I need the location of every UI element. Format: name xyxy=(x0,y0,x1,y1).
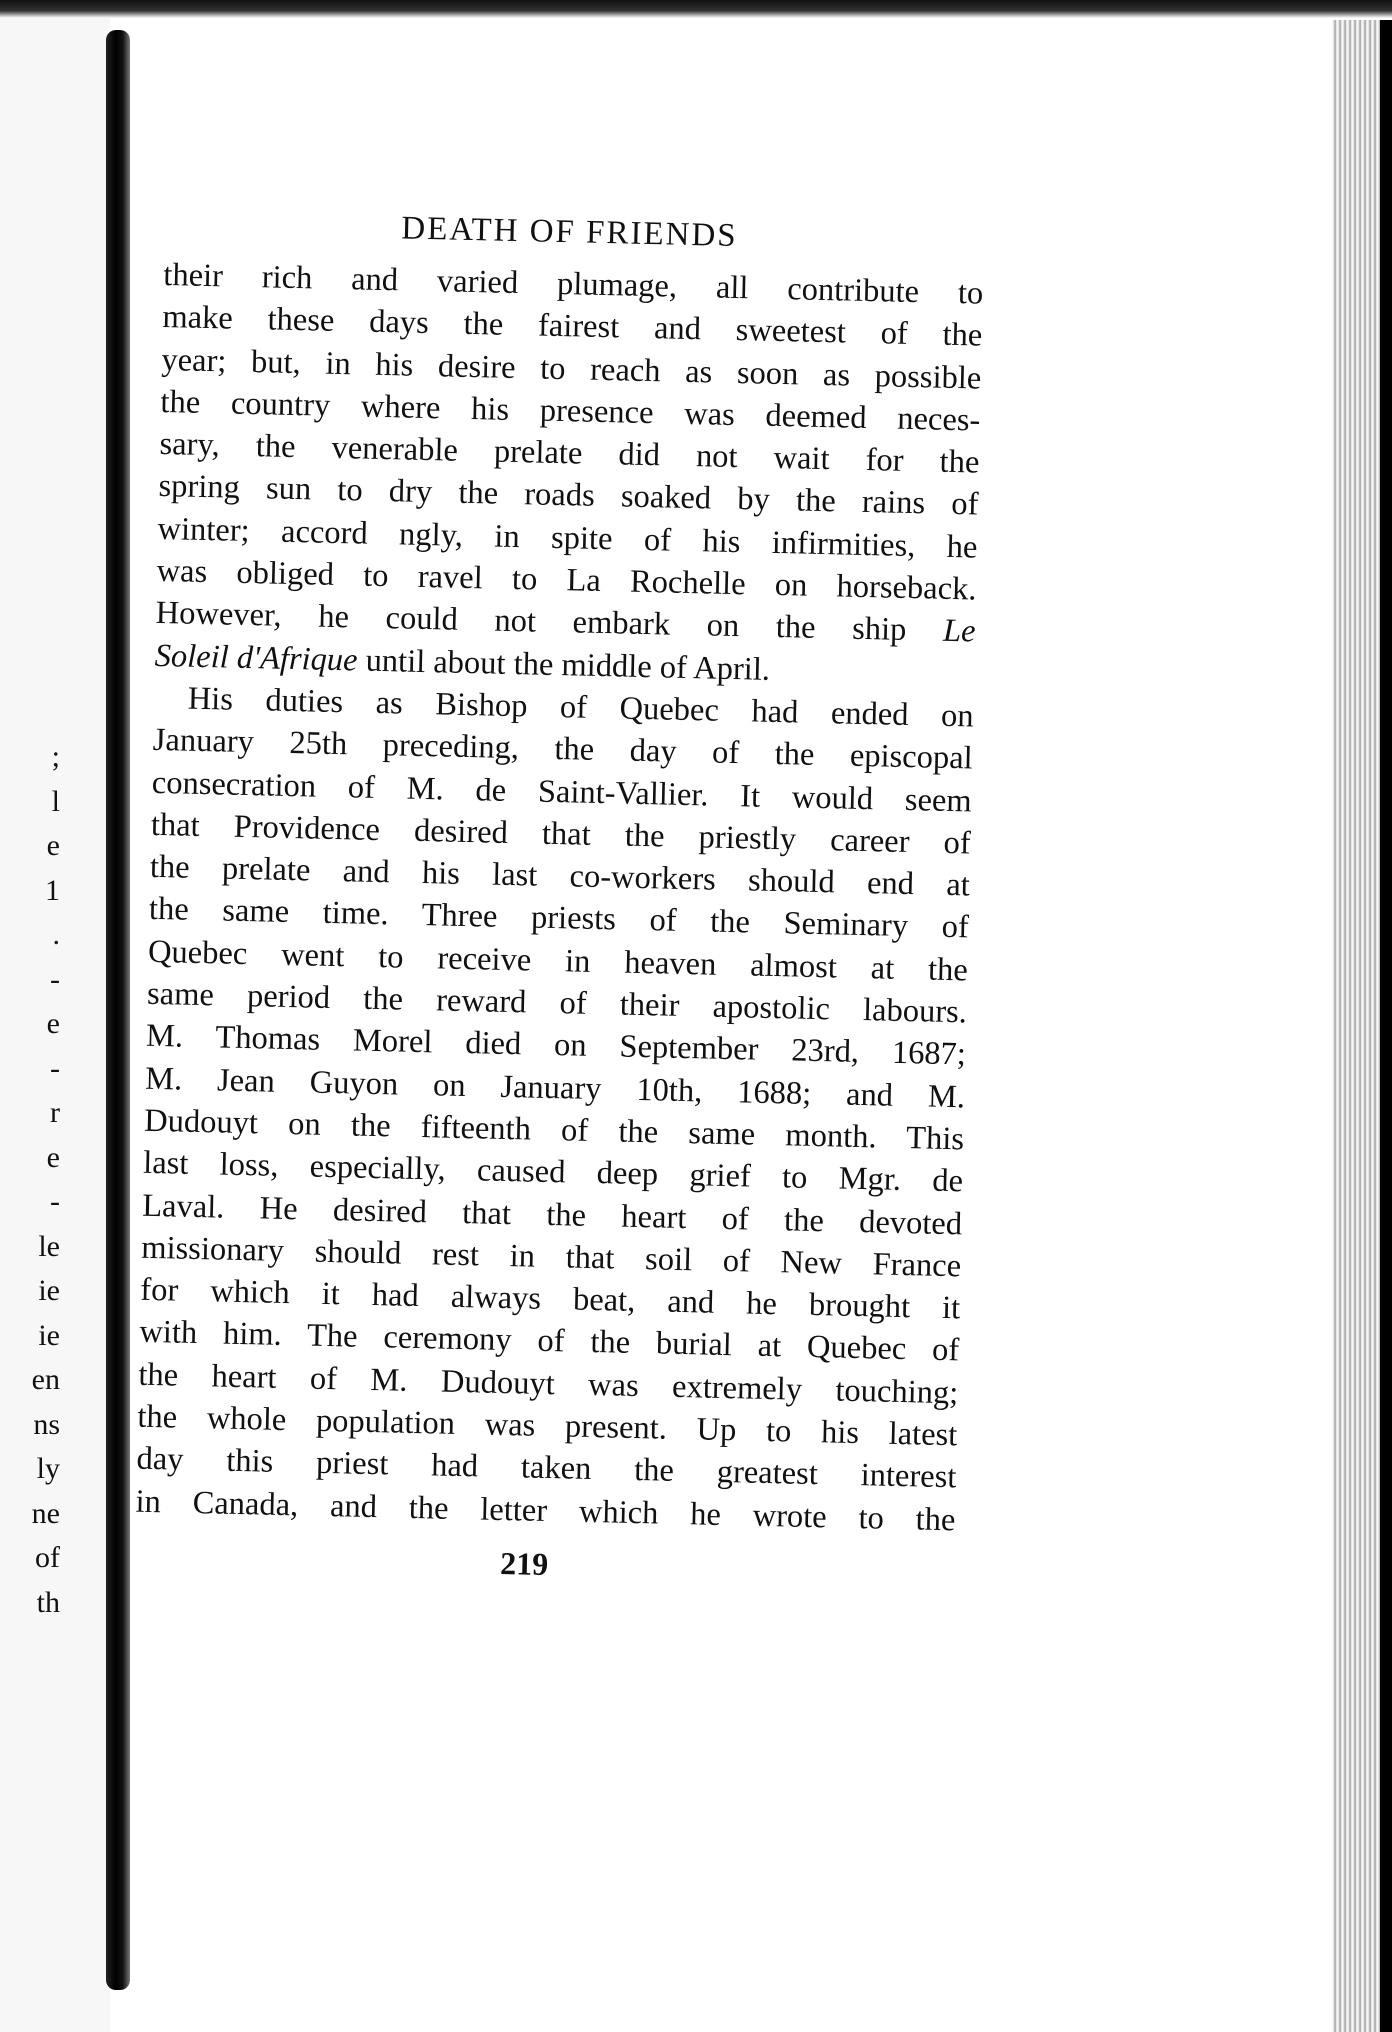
fragment: l xyxy=(51,784,60,818)
text-line: the country where his presence was deemed neces- xyxy=(160,383,981,439)
text-line: missionary should rest in that soil of New France xyxy=(140,1229,962,1285)
fragment: - xyxy=(50,1185,60,1218)
text-line: same period the reward of their apostolic labours. xyxy=(146,975,968,1031)
text-span: until about the middle of April. xyxy=(365,642,771,688)
fragment: ns xyxy=(33,1407,60,1441)
scan-top-shadow xyxy=(0,0,1392,18)
fragment: of xyxy=(35,1541,60,1574)
ship-name-italic: Soleil d'Afrique xyxy=(154,637,358,679)
text-line: was obliged to ravel to La Rochelle on horseback. xyxy=(156,552,977,608)
paragraph-1 xyxy=(154,254,1003,696)
fragment: e xyxy=(46,1140,60,1174)
fragment: ie xyxy=(38,1318,60,1352)
text-line: their rich and varied plumage, all contribute to xyxy=(163,256,984,312)
text-line: for which it had always beat, and he brought it xyxy=(139,1271,961,1327)
text-line: winter; accord ngly, in spite of his infirmities, he xyxy=(157,510,978,566)
facing-page-fragments xyxy=(0,735,100,1625)
text-line: sary, the venerable prelate did not wait for the xyxy=(159,426,980,481)
fragment: ly xyxy=(36,1452,60,1485)
fragment: ne xyxy=(31,1496,60,1530)
text-line: M. Jean Guyon on January 10th, 1688; and M. xyxy=(144,1060,966,1116)
text-line: the same time. Three priests of the Seminary of xyxy=(148,891,970,946)
fragment: - xyxy=(50,1051,60,1085)
text-line: make these days the fairest and sweetest of the xyxy=(162,299,983,354)
text-line: Quebec went to receive in heaven almost at the xyxy=(147,933,969,989)
page-stack-edge xyxy=(1332,20,1392,2032)
fragment: r xyxy=(50,1096,60,1129)
fragment: e xyxy=(46,829,60,862)
ship-name-italic: Le xyxy=(942,613,976,650)
text-line: day this priest had taken the greatest interest xyxy=(136,1440,957,1496)
text-line: with him. The ceremony of the burial at Quebec of xyxy=(139,1314,960,1369)
fragment: le xyxy=(38,1229,60,1263)
fragment: e xyxy=(46,1007,60,1040)
page-content xyxy=(134,205,1005,1593)
text-line: the heart of M. Dudouyt was extremely touching; xyxy=(138,1356,959,1412)
fragment: . xyxy=(52,918,60,951)
text-line: Dudouyt on the fifteenth of the same month. This xyxy=(143,1102,965,1158)
text-line: consecration of M. de Saint-Vallier. It would seem xyxy=(151,764,973,820)
fragment: ie xyxy=(38,1274,60,1307)
text-line: year; but, in his desire to reach as soon as possible xyxy=(161,341,982,397)
fragment: - xyxy=(50,962,60,996)
text-line: that Providence desired that the priestly career of xyxy=(150,806,972,862)
text-line: spring sun to dry the roads soaked by the rains of xyxy=(158,468,979,524)
fragment: th xyxy=(36,1585,60,1619)
text-span: However, he could not embark on the ship xyxy=(155,595,907,649)
text-line: January 25th preceding, the day of the episcopal xyxy=(152,722,974,777)
page-number: 219 xyxy=(499,1544,549,1582)
text-line: M. Thomas Morel died on September 23rd, 1687; xyxy=(145,1018,967,1073)
text-line: last loss, especially, caused deep grief to Mgr. de xyxy=(142,1144,964,1200)
running-head: DEATH OF FRIENDS xyxy=(400,210,739,254)
fragment: ; xyxy=(51,740,60,773)
text-line: His duties as Bishop of Quebec had ended on xyxy=(187,680,975,735)
book-gutter xyxy=(106,30,130,1990)
text-line: in Canada, and the letter which he wrote to the xyxy=(135,1483,956,1538)
paragraph-2 xyxy=(135,677,994,1542)
fragment: en xyxy=(31,1363,60,1396)
text-line: Laval. He desired that the heart of the devoted xyxy=(141,1187,963,1242)
text-line: the whole population was present. Up to his latest xyxy=(137,1398,958,1454)
fragment: 1 xyxy=(45,873,60,907)
text-line: the prelate and his last co-workers should end at xyxy=(149,848,971,904)
